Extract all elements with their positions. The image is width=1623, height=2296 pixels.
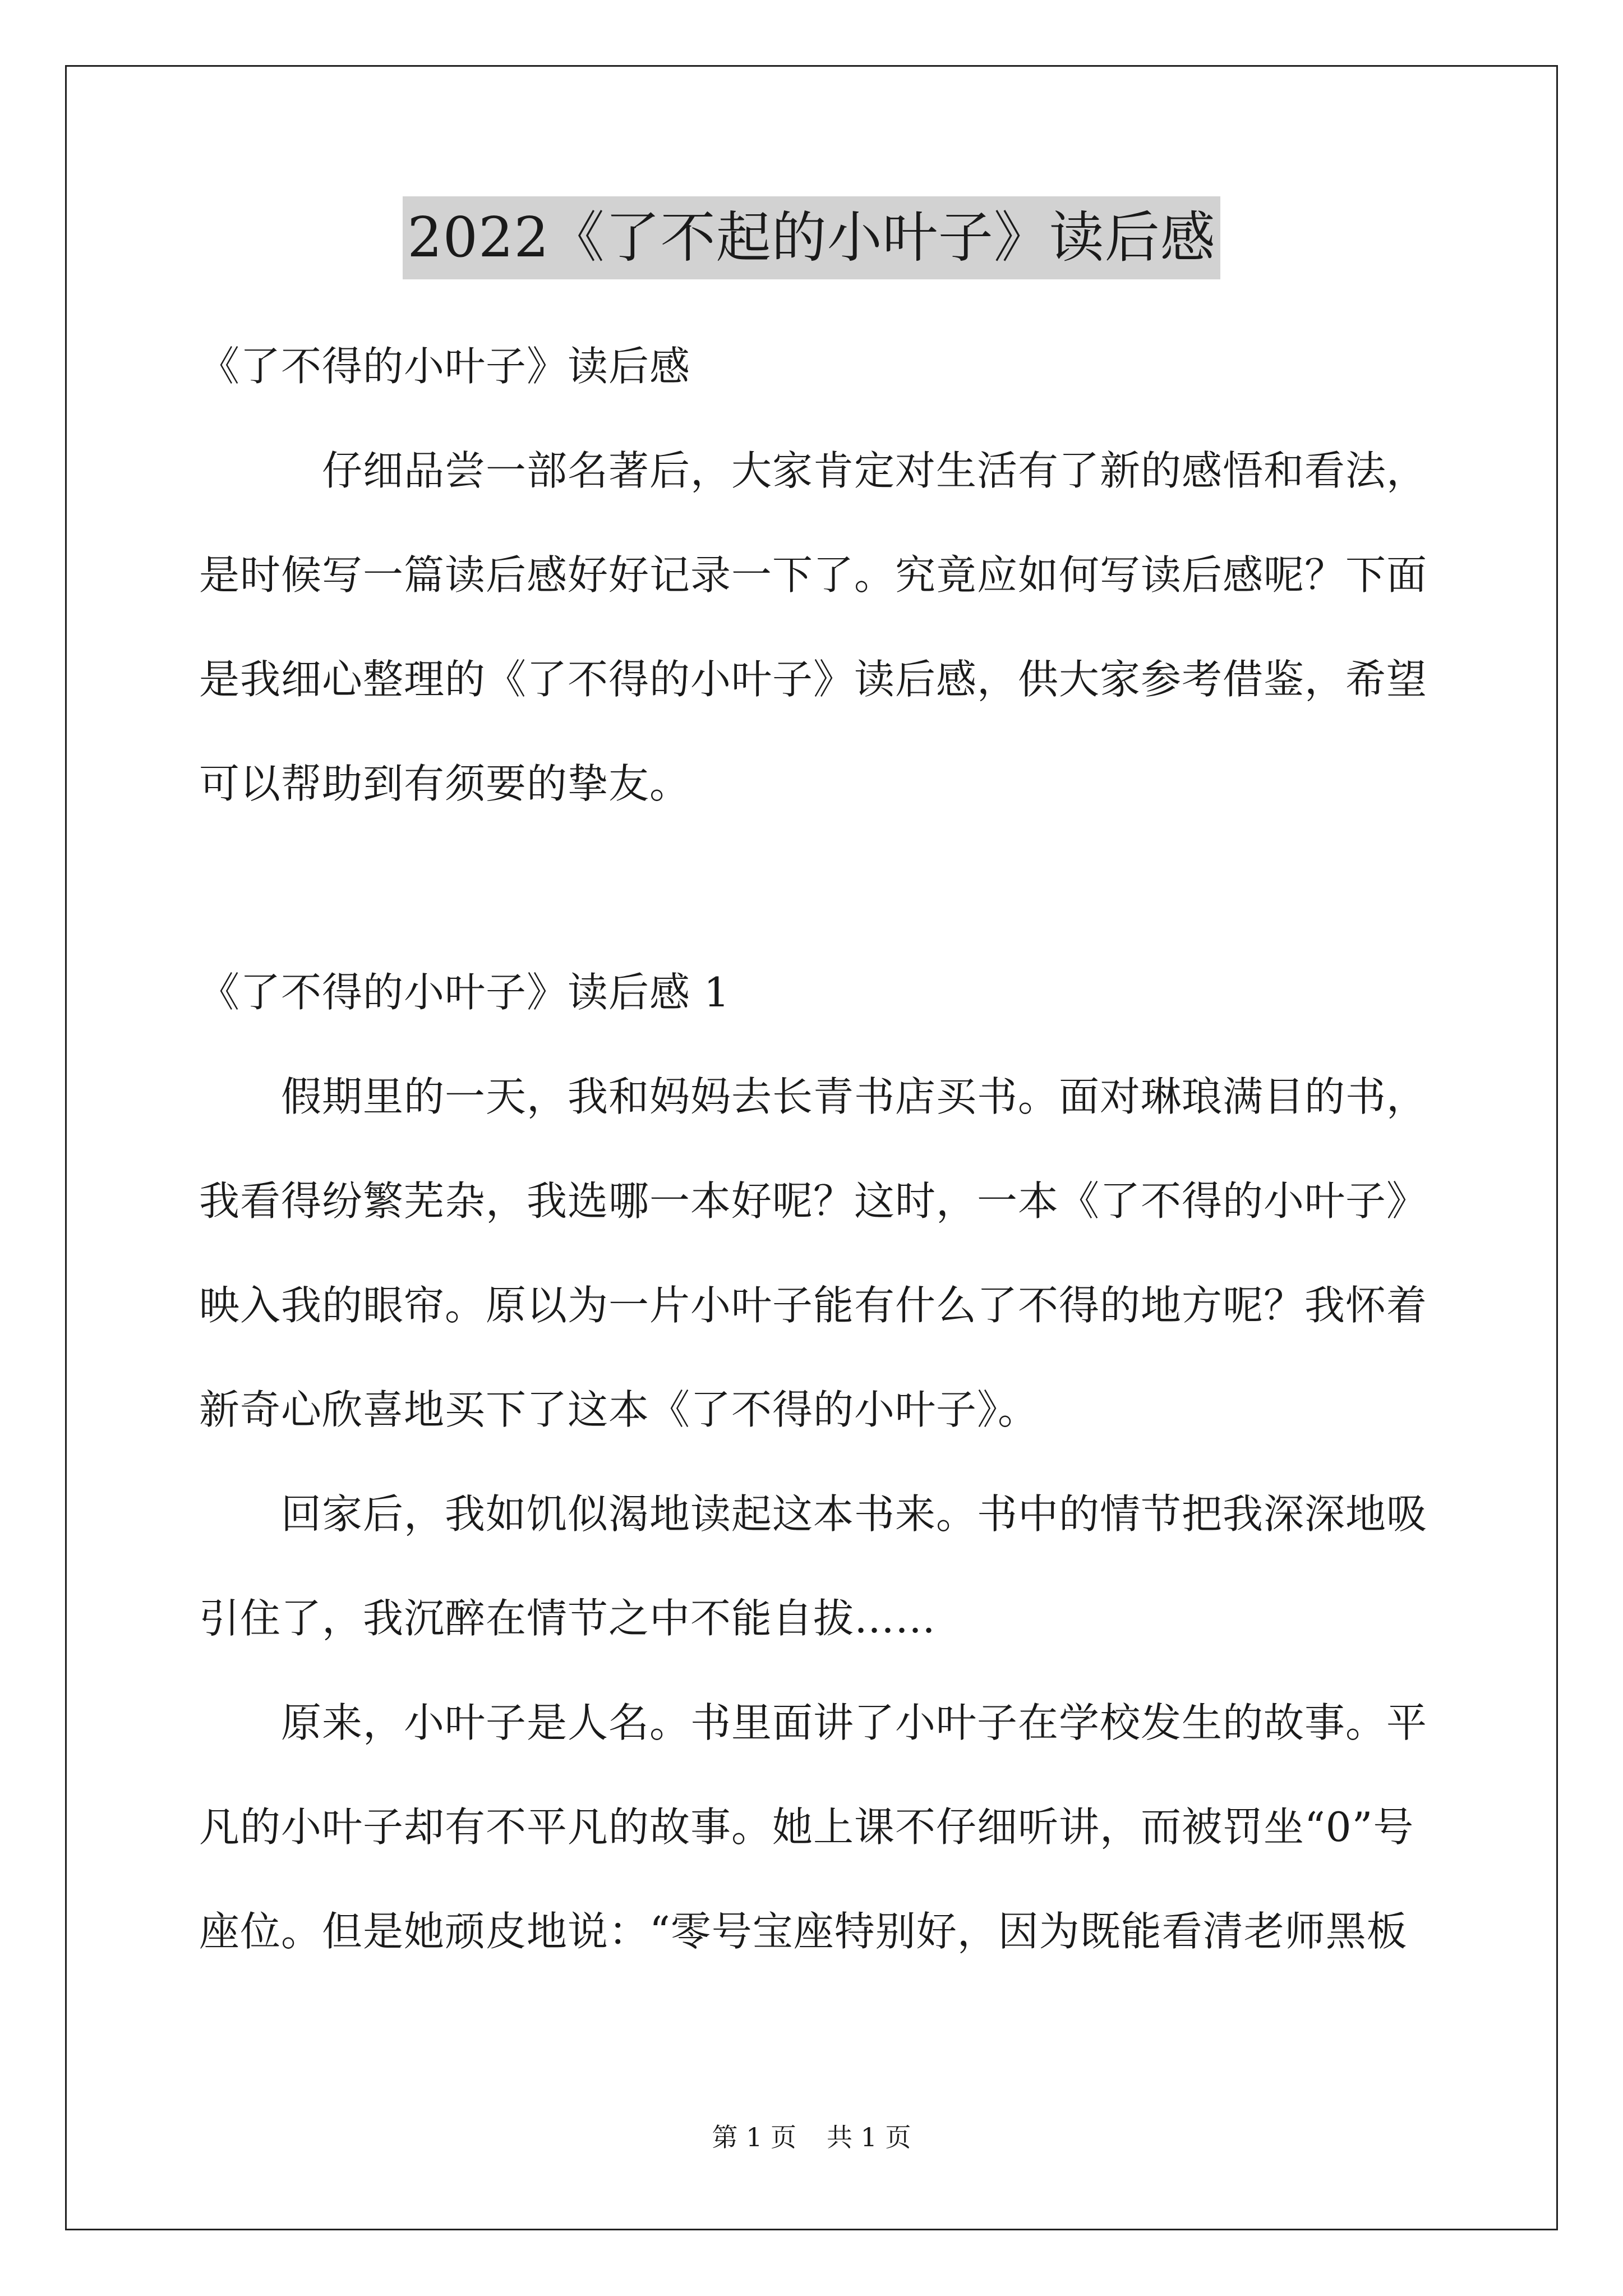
text-line: 假期里的一天，我和妈妈去长青书店买书。面对琳琅满目的书， [199, 1073, 1428, 1120]
text-line: 《了不得的小叶子》读后感 [199, 343, 691, 390]
text-line: 仔细品尝一部名著后，大家肯定对生活有了新的感悟和看法， [199, 447, 1428, 494]
page-number: 第 1 页 [712, 2122, 796, 2152]
text-line: 引住了，我沉醉在情节之中不能自拔…… [199, 1595, 937, 1642]
page-total: 共 1 页 [827, 2122, 911, 2152]
blank-line [199, 836, 1427, 940]
text-line: 是我细心整理的《了不得的小叶子》读后感，供大家参考借鉴，希望 [199, 656, 1428, 703]
text-line: 回家后，我如饥似渴地读起这本书来。书中的情节把我深深地吸 [199, 1490, 1428, 1538]
text-line: 座位。但是她顽皮地说：“零号宝座特别好，因为既能看清老师黑板 [199, 1908, 1408, 1955]
document-title: 2022《了不起的小叶子》读后感 [403, 196, 1220, 279]
title-container [0, 196, 1623, 279]
text-line: 新奇心欣喜地买下了这本《了不得的小叶子》。 [199, 1386, 1039, 1433]
page-footer [0, 2120, 1623, 2154]
text-line: 原来，小叶子是人名。书里面讲了小叶子在学校发生的故事。平 [199, 1699, 1428, 1746]
text-line: 是时候写一篇读后感好好记录一下了。究竟应如何写读后感呢？下面 [199, 551, 1428, 599]
document-body [199, 314, 1427, 1984]
text-line: 映入我的眼帘。原以为一片小叶子能有什么了不得的地方呢？我怀着 [199, 1282, 1428, 1329]
text-line: 凡的小叶子却有不平凡的故事。她上课不仔细听讲，而被罚坐“0”号 [199, 1803, 1414, 1851]
section-heading: 《了不得的小叶子》读后感 1 [199, 969, 730, 1016]
text-line: 我看得纷繁芜杂，我选哪一本好呢？这时，一本《了不得的小叶子》 [199, 1177, 1428, 1225]
text-line: 可以帮助到有须要的挚友。 [199, 760, 691, 807]
